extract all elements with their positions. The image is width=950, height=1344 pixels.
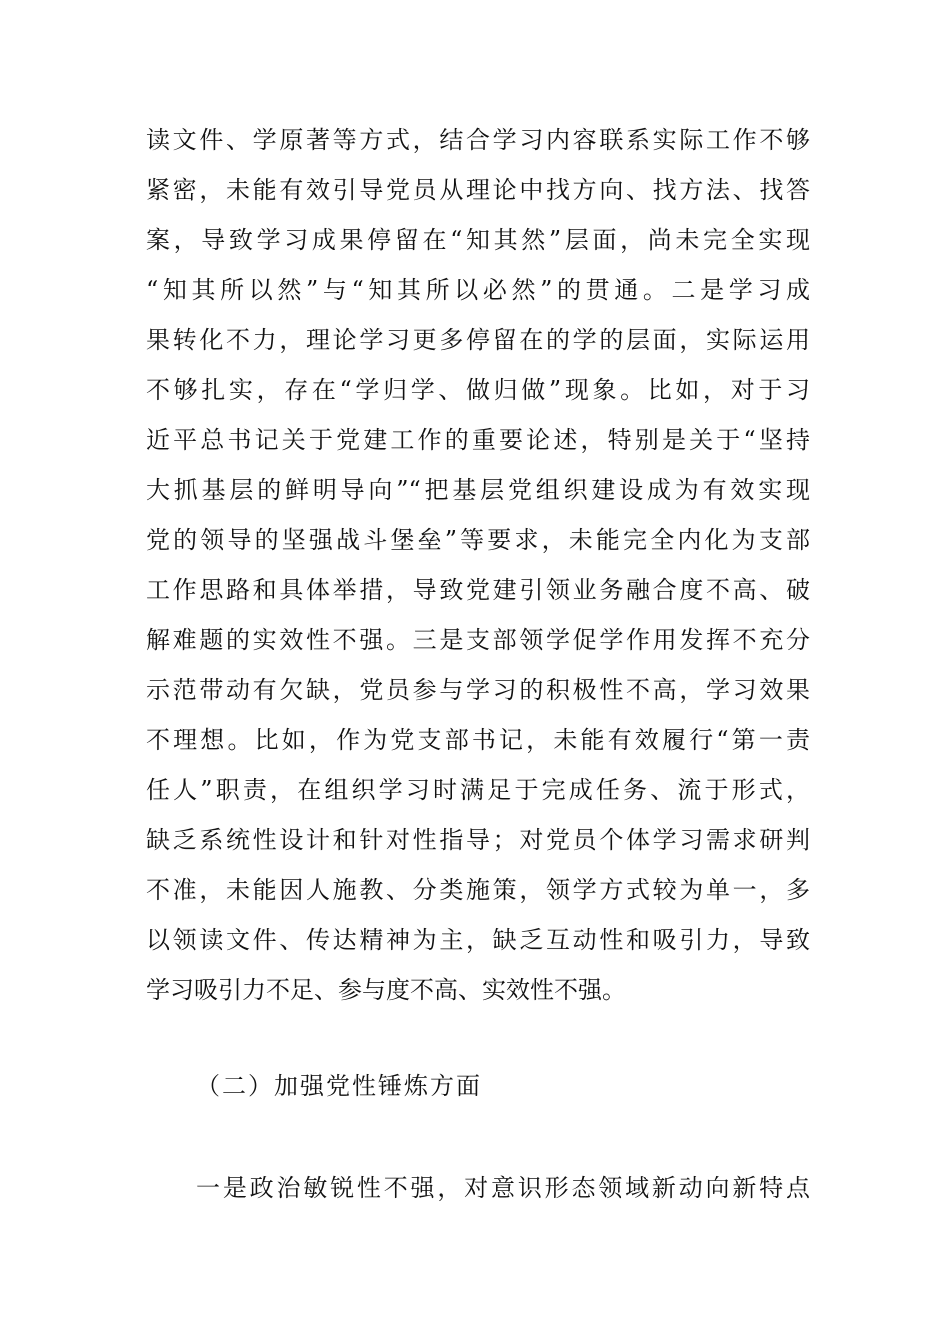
- body-text-line: 缺乏系统性设计和针对性指导；对党员个体学习需求研判: [146, 826, 810, 854]
- body-text-line: 一是政治敏锐性不强，对意识形态领域新动向新特点: [196, 1174, 810, 1202]
- body-text-line: 工作思路和具体举措，导致党建引领业务融合度不高、破: [146, 576, 810, 604]
- body-text-line: 案，导致学习成果停留在“知其然”层面，尚未完全实现: [146, 226, 810, 254]
- body-text-line: 近平总书记关于党建工作的重要论述，特别是关于“坚持: [146, 426, 810, 454]
- section-heading: （二）加强党性锤炼方面: [196, 1072, 482, 1100]
- body-text-line: “知其所以然”与“知其所以必然”的贯通。二是学习成: [146, 276, 810, 304]
- body-text-line: 果转化不力，理论学习更多停留在的学的层面，实际运用: [146, 326, 810, 354]
- body-text-line: 不准，未能因人施教、分类施策，领学方式较为单一，多: [146, 876, 810, 904]
- body-text-line: 学习吸引力不足、参与度不高、实效性不强。: [146, 976, 626, 1004]
- body-text-line: 大抓基层的鲜明导向”“把基层党组织建设成为有效实现: [146, 476, 810, 504]
- body-text-line: 任人”职责，在组织学习时满足于完成任务、流于形式，: [146, 776, 810, 804]
- body-text-line: 党的领导的坚强战斗堡垒”等要求，未能完全内化为支部: [146, 526, 810, 554]
- body-text-line: 解难题的实效性不强。三是支部领学促学作用发挥不充分: [146, 626, 810, 654]
- body-text-line: 示范带动有欠缺，党员参与学习的积极性不高，学习效果: [146, 676, 810, 704]
- body-text-line: 紧密，未能有效引导党员从理论中找方向、找方法、找答: [146, 176, 810, 204]
- body-text-line: 读文件、学原著等方式，结合学习内容联系实际工作不够: [146, 126, 810, 154]
- body-text-line: 不理想。比如，作为党支部书记，未能有效履行“第一责: [146, 726, 810, 754]
- body-text-line: 不够扎实，存在“学归学、做归做”现象。比如，对于习: [146, 376, 810, 404]
- body-text-line: 以领读文件、传达精神为主，缺乏互动性和吸引力，导致: [146, 926, 810, 954]
